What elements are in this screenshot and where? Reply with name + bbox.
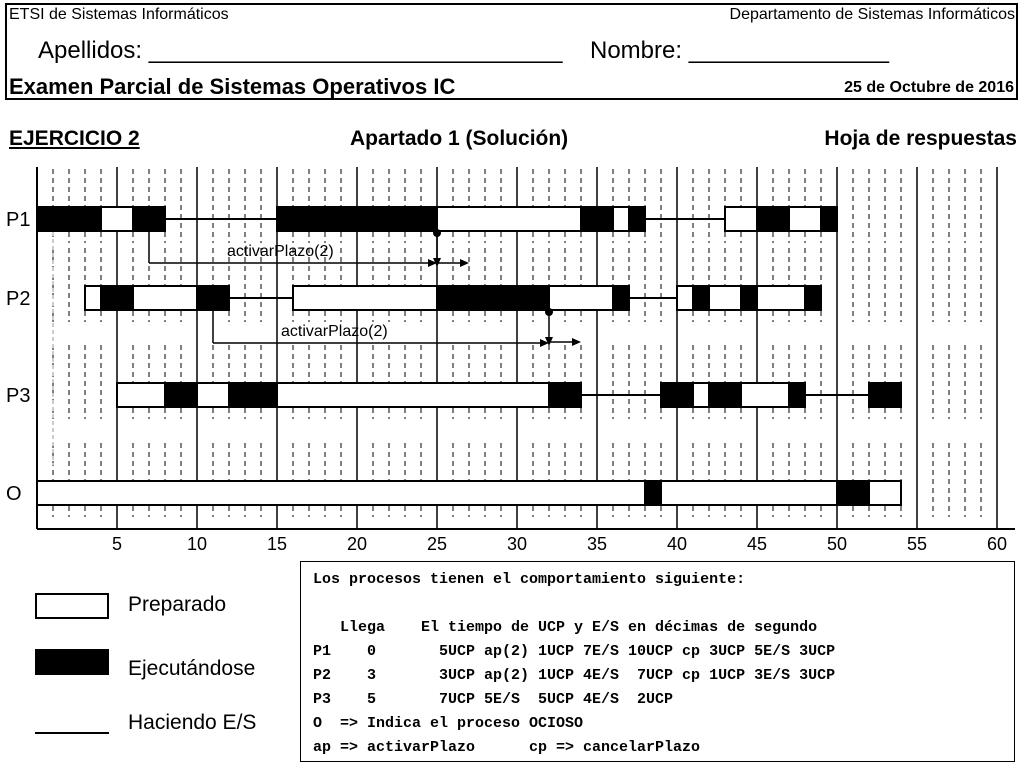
ready-segment: [117, 383, 165, 407]
running-segment: [197, 286, 229, 310]
annotation-label: activarPlazo(2): [281, 323, 388, 340]
ready-segment: [869, 481, 901, 505]
running-segment: [869, 383, 901, 407]
ready-segment: [725, 207, 757, 231]
ready-segment: [789, 207, 821, 231]
ready-segment: [197, 383, 229, 407]
axis-tick-label: 55: [906, 534, 928, 554]
part-title: Apartado 1 (Solución): [350, 127, 569, 150]
axis-tick-label: 40: [666, 534, 688, 554]
running-segment: [629, 207, 645, 231]
ready-segment: [37, 481, 645, 505]
running-segment: [757, 207, 789, 231]
ready-segment: [101, 207, 133, 231]
ready-segment: [437, 207, 581, 231]
running-segment: [165, 383, 197, 407]
running-segment: [277, 207, 437, 231]
running-segment: [37, 207, 101, 231]
running-segment: [821, 207, 837, 231]
department-name: Departamento de Sistemas Informáticos: [729, 6, 1015, 23]
note-intro: Los procesos tienen el comportamiento siguiente:: [313, 571, 746, 588]
ready-segment: [677, 286, 693, 310]
note-header: Llega El tiempo de UCP y E/S en décimas de segundo: [313, 619, 818, 636]
ready-segment: [277, 383, 549, 407]
axis-tick-label: 35: [586, 534, 608, 554]
running-segment: [645, 481, 661, 505]
running-segment: [133, 207, 165, 231]
exam-title: Examen Parcial de Sistemas Operativos IC: [9, 74, 456, 99]
annotation-label: activarPlazo(2): [227, 243, 334, 260]
running-segment: [661, 383, 693, 407]
process-description-box: [300, 561, 1015, 762]
legend-running-label: Ejecutándose: [128, 657, 256, 680]
axis-tick-label: 60: [986, 534, 1008, 554]
name-field[interactable]: Nombre: _______________: [590, 37, 889, 64]
legend-ready-swatch: [35, 593, 109, 619]
row-label-p1: P1: [6, 209, 31, 231]
ready-segment: [741, 383, 789, 407]
surname-field[interactable]: Apellidos: _______________________________: [38, 37, 563, 64]
running-segment: [437, 286, 549, 310]
exam-date: 25 de Octubre de 2016: [844, 79, 1014, 96]
ready-segment: [133, 286, 197, 310]
running-segment: [709, 383, 741, 407]
ready-segment: [693, 383, 709, 407]
school-name: ETSI de Sistemas Informáticos: [9, 6, 229, 23]
note-line-p2: P2 3 3UCP ap(2) 1UCP 4E/S 7UCP cp 1UCP 3E/S 3UCP: [313, 667, 836, 684]
running-segment: [101, 286, 133, 310]
running-segment: [229, 383, 277, 407]
legend-ready-label: Preparado: [128, 593, 227, 616]
running-segment: [741, 286, 757, 310]
row-label-p3: P3: [6, 385, 31, 407]
running-segment: [789, 383, 805, 407]
legend-io-swatch: [35, 732, 109, 734]
axis-tick-label: 20: [346, 534, 368, 554]
note-line-p1: P1 0 5UCP ap(2) 1UCP 7E/S 10UCP cp 3UCP 5E/S 3UCP: [313, 643, 836, 660]
axis-tick-label: 45: [746, 534, 768, 554]
row-label-o: O: [6, 483, 22, 505]
arrow-head: [460, 259, 469, 267]
process-timeline: [0, 155, 1024, 555]
running-segment: [549, 383, 581, 407]
ready-segment: [85, 286, 101, 310]
running-segment: [693, 286, 709, 310]
legend-io-label: Haciendo E/S: [128, 711, 257, 734]
arrow-head: [572, 338, 581, 346]
axis-tick-label: 10: [186, 534, 208, 554]
sheet-title: Hoja de respuestas: [824, 127, 1017, 150]
axis-tick-label: 30: [506, 534, 528, 554]
axis-tick-label: 5: [111, 534, 123, 554]
note-line-abbrev: ap => activarPlazo cp => cancelarPlazo: [313, 739, 701, 756]
note-line-idle: O => Indica el proceso OCIOSO: [313, 715, 584, 732]
ready-segment: [549, 286, 613, 310]
ready-segment: [613, 207, 629, 231]
axis-tick-label: 50: [826, 534, 848, 554]
ready-segment: [293, 286, 437, 310]
row-label-p2: P2: [6, 288, 31, 310]
running-segment: [805, 286, 821, 310]
running-segment: [613, 286, 629, 310]
running-segment: [581, 207, 613, 231]
axis-tick-label: 15: [266, 534, 288, 554]
legend-running-swatch: [35, 649, 109, 675]
running-segment: [837, 481, 869, 505]
ready-segment: [709, 286, 741, 310]
note-line-p3: P3 5 7UCP 5E/S 5UCP 4E/S 2UCP: [313, 691, 674, 708]
axis-tick-label: 25: [426, 534, 448, 554]
ready-segment: [757, 286, 805, 310]
exercise-title: EJERCICIO 2: [9, 127, 140, 150]
ready-segment: [661, 481, 837, 505]
